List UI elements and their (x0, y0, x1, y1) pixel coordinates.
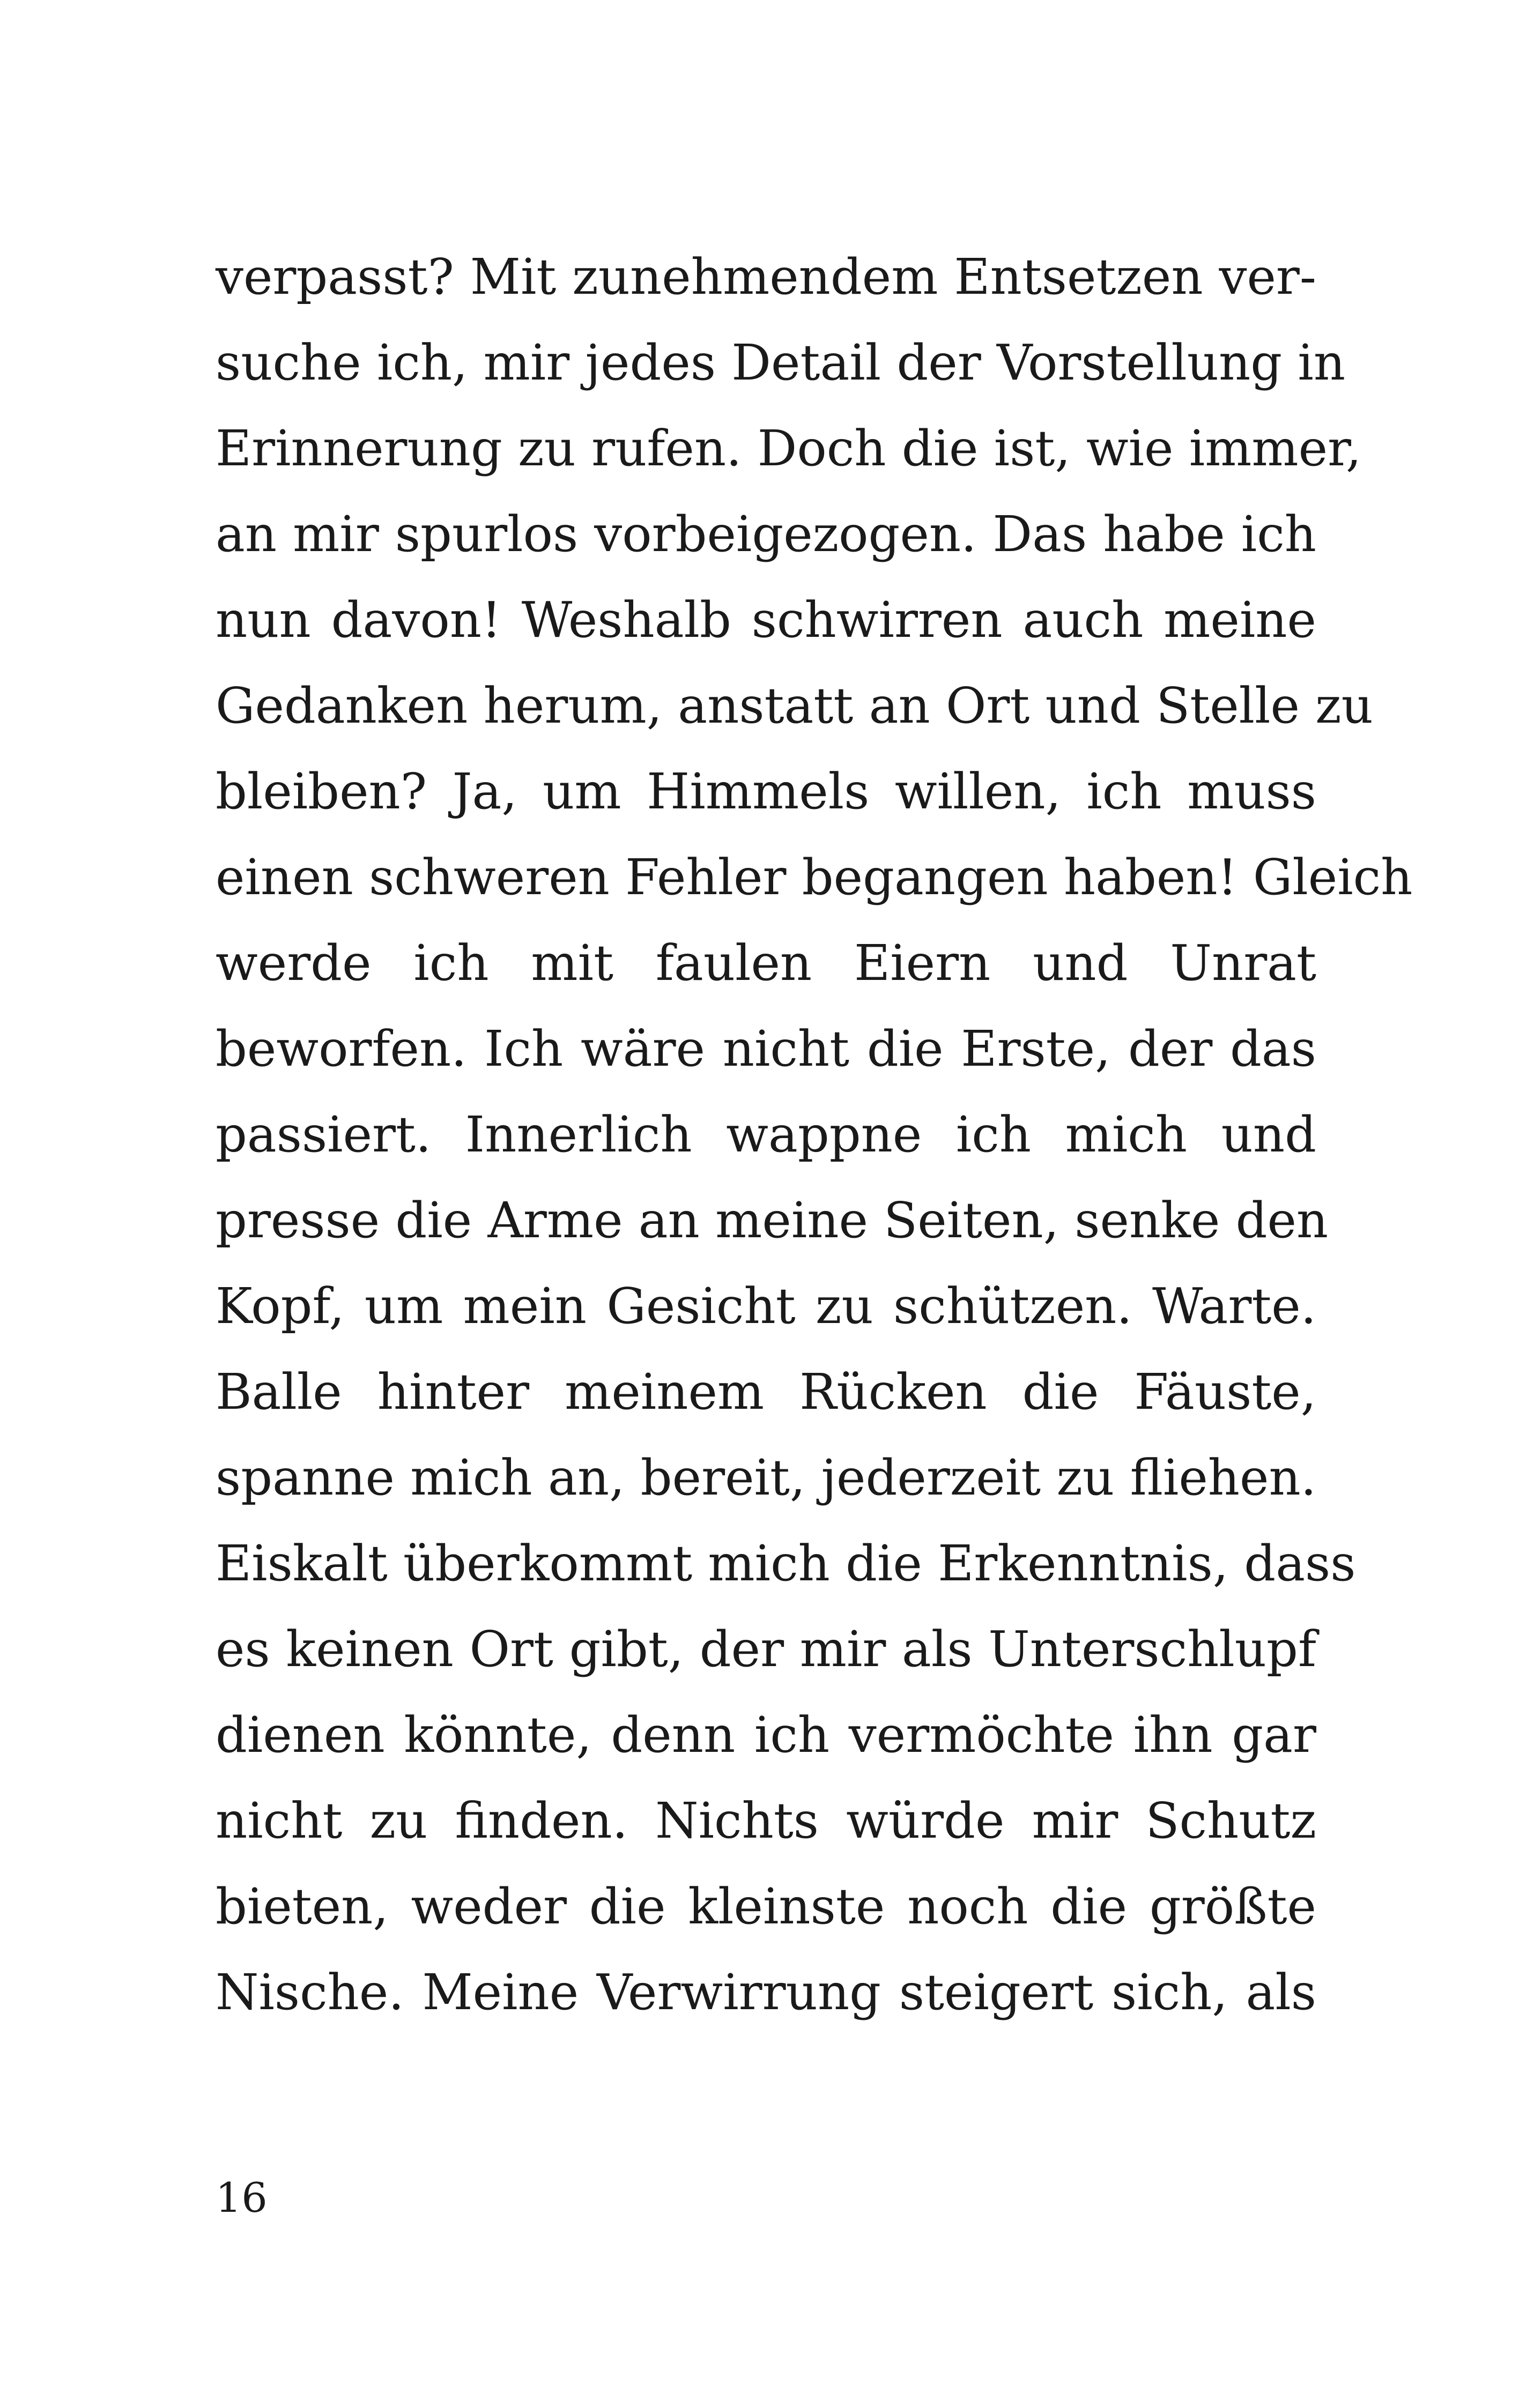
text-line: nicht zu finden. Nichts würde mir Schutz (216, 1792, 1316, 1849)
text-line: es keinen Ort gibt, der mir als Unterschlupf (216, 1621, 1316, 1678)
text-line: passiert. Innerlich wappne ich mich und (216, 1106, 1316, 1163)
text-line: dienen könnte, denn ich vermöchte ihn gar (216, 1706, 1316, 1764)
text-line: presse die Arme an meine Seiten, senke den (216, 1192, 1329, 1249)
text-line: bleiben? Ja, um Himmels willen, ich muss (216, 763, 1316, 820)
text-line: suche ich, mir jedes Detail der Vorstellung in (216, 334, 1346, 391)
body-text (216, 234, 1413, 2035)
text-line: werde ich mit faulen Eiern und Unrat (216, 934, 1316, 992)
text-line: Balle hinter meinem Rücken die Fäuste, (216, 1363, 1316, 1421)
text-line: Erinnerung zu rufen. Doch die ist, wie immer, (216, 420, 1362, 477)
text-line: spanne mich an, bereit, jederzeit zu fliehen. (216, 1449, 1316, 1506)
text-line: bieten, weder die kleinste noch die größte (216, 1878, 1316, 1935)
text-line: Kopf, um mein Gesicht zu schützen. Warte. (216, 1277, 1316, 1335)
text-line: an mir spurlos vorbeigezogen. Das habe ich (216, 506, 1316, 563)
text-line: einen schweren Fehler begangen haben! Gleich (216, 849, 1413, 906)
page-number: 16 (216, 2174, 268, 2221)
text-line: Eiskalt überkommt mich die Erkenntnis, dass (216, 1535, 1356, 1592)
text-line: nun davon! Weshalb schwirren auch meine (216, 591, 1316, 649)
text-line: verpasst? Mit zunehmendem Entsetzen ver- (216, 248, 1316, 306)
text-line: Nische. Meine Verwirrung steigert sich, als (216, 1964, 1316, 2021)
text-line: Gedanken herum, anstatt an Ort und Stelle zu (216, 677, 1373, 734)
text-line: beworfen. Ich wäre nicht die Erste, der das (216, 1020, 1316, 1077)
